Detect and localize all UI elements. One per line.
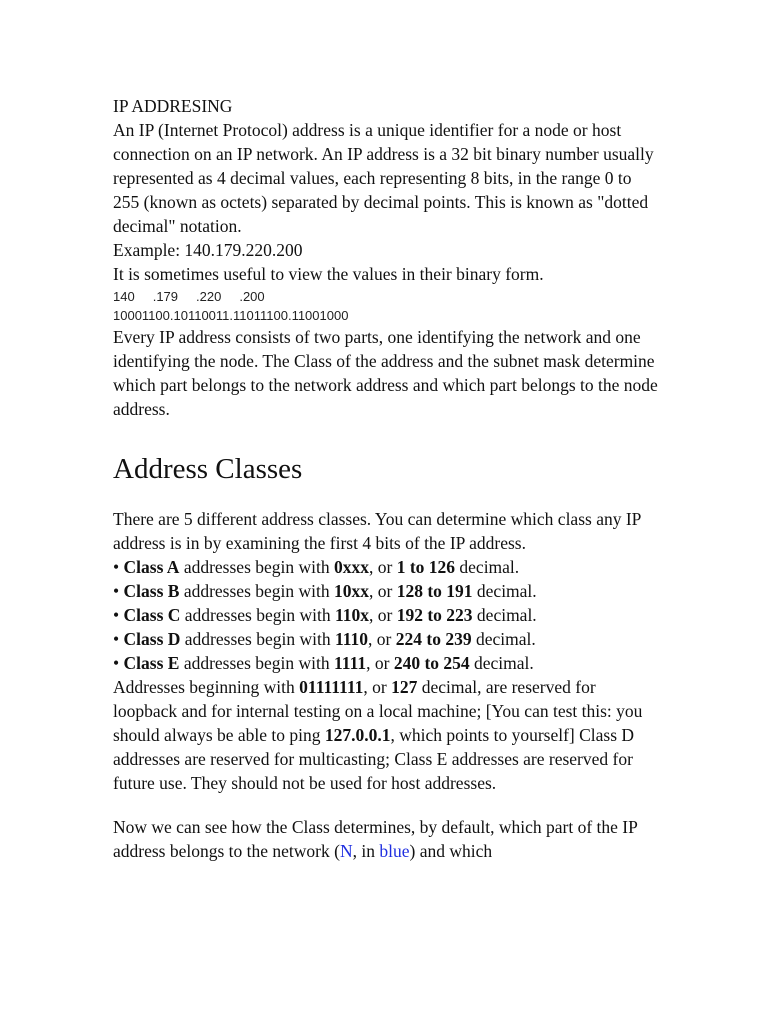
paragraph-spacer <box>113 795 658 815</box>
class-text: , or <box>369 557 397 577</box>
class-prefix: 1110 <box>334 629 369 649</box>
class-prefix: 0xxx <box>334 557 369 577</box>
octet-1: 140 <box>113 289 135 304</box>
bullet: • <box>113 629 120 649</box>
class-range: 128 to 191 <box>396 581 473 601</box>
class-text: addresses begin with <box>179 557 334 577</box>
class-list-item <box>113 555 658 579</box>
reserved-text: Addresses beginning with <box>113 677 300 697</box>
loopback-address: 127.0.0.1 <box>324 725 391 745</box>
class-list-item <box>113 579 658 603</box>
class-text: addresses begin with <box>179 581 334 601</box>
class-name: Class C <box>123 605 181 625</box>
loopback-decimal: 127 <box>391 677 418 697</box>
class-text: addresses begin with <box>180 629 335 649</box>
bullet: • <box>113 557 120 577</box>
reserved-text: , or <box>363 677 392 697</box>
class-range: 224 to 239 <box>395 629 472 649</box>
reserved-paragraph <box>113 675 658 795</box>
class-name: Class A <box>123 557 180 577</box>
class-text: , or <box>366 653 394 673</box>
closing-text: ) and which <box>409 841 493 861</box>
address-classes-heading: Address Classes <box>113 453 303 485</box>
class-prefix: 110x <box>334 605 370 625</box>
class-prefix: 1111 <box>334 653 367 673</box>
bullet: • <box>113 605 120 625</box>
class-text: decimal. <box>471 629 536 649</box>
network-node-paragraph: Every IP address consists of two parts, one identifying the network and one identifying the node. The Class of the address and the subnet mask determine which part belongs to the network address and which part belongs to the node address. <box>113 327 658 419</box>
document-content <box>113 94 658 863</box>
class-text: decimal. <box>472 605 537 625</box>
section-title: IP ADDRESING <box>113 96 233 116</box>
blue-word: blue <box>379 841 410 861</box>
class-text: addresses begin with <box>179 653 334 673</box>
bullet: • <box>113 581 120 601</box>
octet-row <box>113 288 658 305</box>
binary-intro: It is sometimes useful to view the values in their binary form. <box>113 264 544 284</box>
class-text: decimal. <box>455 557 520 577</box>
class-text: , or <box>368 629 396 649</box>
octet-3: .220 <box>196 289 222 304</box>
closing-paragraph <box>113 815 658 863</box>
class-list <box>113 555 658 675</box>
class-name: Class E <box>123 653 180 673</box>
binary-row: 10001100.10110011.11011100.11001000 <box>113 308 349 323</box>
class-text: , or <box>369 581 397 601</box>
octet-4: .200 <box>239 289 265 304</box>
reserved-text: decimal, are reserved for loopback and for internal testing on a local machine; [You can test this: you should always be able to ping <box>113 677 643 745</box>
class-list-item <box>113 651 658 675</box>
class-name: Class D <box>123 629 181 649</box>
example-line: Example: 140.179.220.200 <box>113 240 303 260</box>
class-text: addresses begin with <box>180 605 335 625</box>
closing-text: , in <box>352 841 380 861</box>
reserved-text: , which points to yourself] Class D addresses are reserved for multicasting; Class E addresses are reserved for future use. They should not be used for host addresses. <box>113 725 635 793</box>
loopback-prefix: 01111111 <box>299 677 364 697</box>
class-range: 1 to 126 <box>396 557 456 577</box>
classes-intro: There are 5 different address classes. You can determine which class any IP address is in by examining the first 4 bits of the IP address. <box>113 509 641 553</box>
network-n-label: N <box>339 841 353 861</box>
class-name: Class B <box>123 581 180 601</box>
bullet: • <box>113 653 120 673</box>
octet-2: .179 <box>152 289 179 304</box>
class-range: 192 to 223 <box>396 605 473 625</box>
intro-paragraph: An IP (Internet Protocol) address is a unique identifier for a node or host connection on an IP network. An IP address is a 32 bit binary number usually represented as 4 decimal values, each representing 8 bits, in the range 0 to 255 (known as octets) separated by decimal points. This is known as "dotted decimal" notation. <box>113 120 654 236</box>
class-prefix: 10xx <box>334 581 369 601</box>
class-text: decimal. <box>469 653 534 673</box>
class-list-item <box>113 603 658 627</box>
class-text: decimal. <box>472 581 537 601</box>
class-text: , or <box>369 605 397 625</box>
class-range: 240 to 254 <box>393 653 470 673</box>
class-list-item <box>113 627 658 651</box>
closing-text: Now we can see how the Class determines, by default, which part of the IP address belongs to the network ( <box>113 817 638 861</box>
